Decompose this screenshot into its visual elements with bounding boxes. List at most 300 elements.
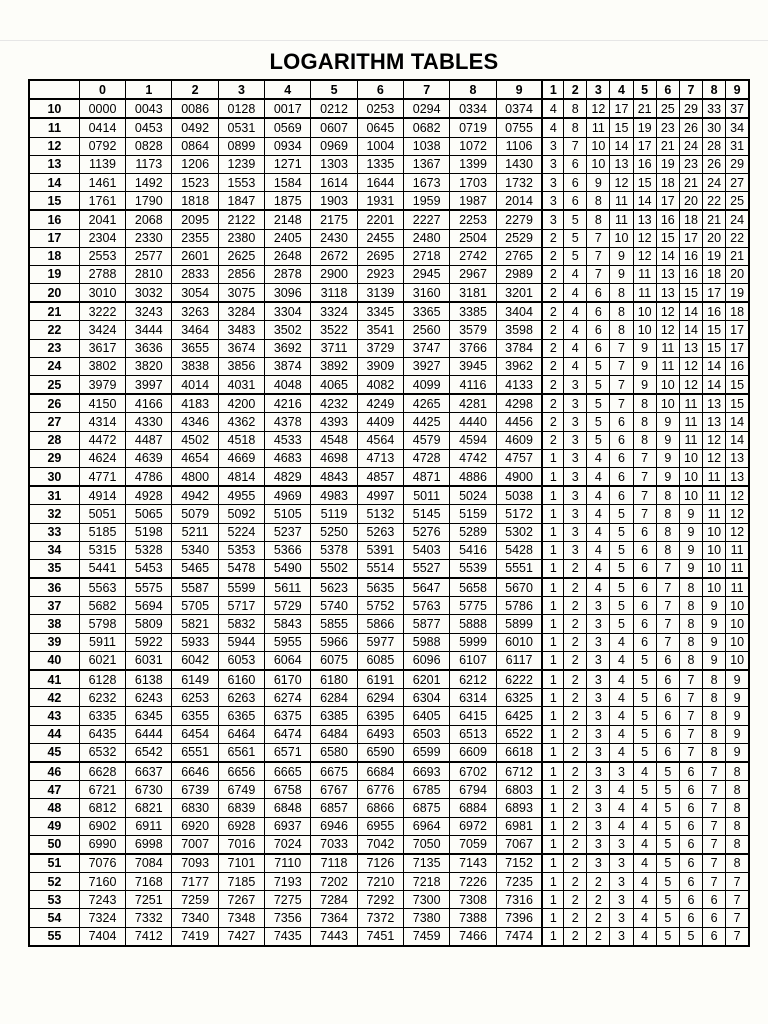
mantissa-cell: 6803 xyxy=(496,781,542,799)
mantissa-cell: 5999 xyxy=(450,633,496,651)
mantissa-cell: 6839 xyxy=(218,799,264,817)
mean-difference-cell: 7 xyxy=(679,725,702,743)
mean-difference-cell: 14 xyxy=(703,376,726,395)
mantissa-cell: 5877 xyxy=(404,615,450,633)
mantissa-cell: 2742 xyxy=(450,247,496,265)
mantissa-cell: 0414 xyxy=(79,118,125,137)
mantissa-cell: 7185 xyxy=(218,873,264,891)
mean-difference-cell: 8 xyxy=(587,192,610,211)
mantissa-cell: 5038 xyxy=(496,486,542,505)
mean-difference-cell: 2 xyxy=(564,743,587,762)
mean-difference-cell: 6 xyxy=(656,725,679,743)
mantissa-cell: 5428 xyxy=(496,541,542,559)
mantissa-cell: 6435 xyxy=(79,725,125,743)
mean-difference-cell: 6 xyxy=(610,486,633,505)
mean-difference-cell: 17 xyxy=(726,339,749,357)
mantissa-cell: 7135 xyxy=(404,854,450,873)
mean-difference-cell: 26 xyxy=(679,118,702,137)
mantissa-cell: 2923 xyxy=(357,265,403,283)
mantissa-cell: 7364 xyxy=(311,909,357,927)
mantissa-cell: 3464 xyxy=(172,321,218,339)
mantissa-cell: 1553 xyxy=(218,173,264,191)
mantissa-cell: 7042 xyxy=(357,835,403,854)
mean-difference-cell: 11 xyxy=(703,467,726,486)
mantissa-cell: 6415 xyxy=(450,707,496,725)
mean-difference-cell: 3 xyxy=(587,817,610,835)
column-header: 2 xyxy=(172,80,218,99)
mean-difference-cell: 1 xyxy=(542,449,563,467)
mean-difference-cell: 8 xyxy=(633,431,656,449)
mean-difference-cell: 3 xyxy=(587,725,610,743)
row-number-cell: 53 xyxy=(29,891,79,909)
mean-difference-cell: 21 xyxy=(656,137,679,155)
mantissa-cell: 6721 xyxy=(79,781,125,799)
mantissa-cell: 4871 xyxy=(404,467,450,486)
mean-difference-cell: 17 xyxy=(703,284,726,303)
row-number-cell: 46 xyxy=(29,762,79,781)
mean-difference-cell: 23 xyxy=(656,118,679,137)
mean-difference-cell: 10 xyxy=(726,597,749,615)
mean-difference-cell: 3 xyxy=(564,413,587,431)
row-number-cell: 35 xyxy=(29,559,79,578)
mantissa-cell: 7226 xyxy=(450,873,496,891)
mantissa-cell: 0334 xyxy=(450,99,496,118)
mantissa-cell: 4914 xyxy=(79,486,125,505)
mean-difference-cell: 8 xyxy=(610,321,633,339)
mean-difference-header: 8 xyxy=(703,80,726,99)
mean-difference-cell: 4 xyxy=(564,302,587,321)
mantissa-cell: 6656 xyxy=(218,762,264,781)
mantissa-cell: 4857 xyxy=(357,467,403,486)
mantissa-cell: 7160 xyxy=(79,873,125,891)
row-number-cell: 55 xyxy=(29,927,79,946)
mantissa-cell: 5911 xyxy=(79,633,125,651)
mantissa-cell: 5888 xyxy=(450,615,496,633)
mean-difference-cell: 8 xyxy=(726,781,749,799)
mean-difference-cell: 6 xyxy=(679,781,702,799)
table-row xyxy=(29,210,749,229)
mean-difference-cell: 17 xyxy=(656,192,679,211)
mantissa-cell: 5065 xyxy=(126,505,172,523)
mean-difference-cell: 7 xyxy=(703,762,726,781)
mean-difference-cell: 17 xyxy=(610,99,633,118)
mean-difference-cell: 8 xyxy=(726,835,749,854)
mean-difference-cell: 10 xyxy=(656,376,679,395)
mantissa-cell: 4800 xyxy=(172,467,218,486)
mean-difference-cell: 7 xyxy=(703,854,726,873)
mean-difference-cell: 1 xyxy=(542,743,563,762)
mantissa-cell: 3598 xyxy=(496,321,542,339)
mantissa-cell: 3617 xyxy=(79,339,125,357)
mean-difference-cell: 12 xyxy=(703,449,726,467)
table-row xyxy=(29,541,749,559)
mean-difference-cell: 22 xyxy=(726,229,749,247)
mantissa-cell: 5263 xyxy=(357,523,403,541)
mantissa-cell: 4548 xyxy=(311,431,357,449)
mean-difference-cell: 34 xyxy=(726,118,749,137)
mantissa-cell: 3892 xyxy=(311,357,357,375)
mantissa-cell: 4099 xyxy=(404,376,450,395)
mean-difference-cell: 2 xyxy=(542,357,563,375)
table-row xyxy=(29,523,749,541)
mean-difference-cell: 8 xyxy=(726,762,749,781)
mantissa-cell: 5051 xyxy=(79,505,125,523)
mantissa-cell: 6010 xyxy=(496,633,542,651)
mean-difference-cell: 16 xyxy=(633,155,656,173)
mean-difference-cell: 21 xyxy=(703,210,726,229)
mantissa-cell: 3243 xyxy=(126,302,172,321)
row-number-cell: 44 xyxy=(29,725,79,743)
mean-difference-cell: 6 xyxy=(656,689,679,707)
mean-difference-cell: 6 xyxy=(587,339,610,357)
mean-difference-cell: 3 xyxy=(587,835,610,854)
mean-difference-cell: 4 xyxy=(542,118,563,137)
mantissa-cell: 5843 xyxy=(265,615,311,633)
mantissa-cell: 7193 xyxy=(265,873,311,891)
mantissa-cell: 2380 xyxy=(218,229,264,247)
mantissa-cell: 6998 xyxy=(126,835,172,854)
mantissa-cell: 6812 xyxy=(79,799,125,817)
mantissa-cell: 2878 xyxy=(265,265,311,283)
mantissa-cell: 5866 xyxy=(357,615,403,633)
mantissa-cell: 1492 xyxy=(126,173,172,191)
mean-difference-cell: 5 xyxy=(656,873,679,891)
mean-difference-cell: 6 xyxy=(587,284,610,303)
mean-difference-cell: 13 xyxy=(610,155,633,173)
mean-difference-cell: 28 xyxy=(703,137,726,155)
mean-difference-cell: 4 xyxy=(633,762,656,781)
mantissa-cell: 6042 xyxy=(172,651,218,670)
table-row xyxy=(29,431,749,449)
mean-difference-cell: 6 xyxy=(633,541,656,559)
mantissa-cell: 5478 xyxy=(218,559,264,578)
mantissa-cell: 5786 xyxy=(496,597,542,615)
row-number-cell: 10 xyxy=(29,99,79,118)
mean-difference-cell: 12 xyxy=(679,357,702,375)
mantissa-cell: 6345 xyxy=(126,707,172,725)
table-row xyxy=(29,670,749,689)
mean-difference-cell: 11 xyxy=(633,265,656,283)
mean-difference-cell: 22 xyxy=(703,192,726,211)
mean-difference-cell: 6 xyxy=(633,523,656,541)
mean-difference-cell: 2 xyxy=(542,321,563,339)
mean-difference-cell: 9 xyxy=(656,413,679,431)
mean-difference-cell: 3 xyxy=(564,376,587,395)
mantissa-cell: 1875 xyxy=(265,192,311,211)
mantissa-cell: 0492 xyxy=(172,118,218,137)
mantissa-cell: 3222 xyxy=(79,302,125,321)
mantissa-cell: 6937 xyxy=(265,817,311,835)
mantissa-cell: 5944 xyxy=(218,633,264,651)
mean-difference-cell: 8 xyxy=(703,670,726,689)
mantissa-cell: 7084 xyxy=(126,854,172,873)
mean-difference-cell: 14 xyxy=(679,302,702,321)
mantissa-cell: 5798 xyxy=(79,615,125,633)
mean-difference-cell: 6 xyxy=(633,559,656,578)
mean-difference-cell: 13 xyxy=(703,394,726,413)
mean-difference-cell: 3 xyxy=(587,597,610,615)
mean-difference-cell: 4 xyxy=(633,854,656,873)
mean-difference-cell: 1 xyxy=(542,670,563,689)
mantissa-cell: 7372 xyxy=(357,909,403,927)
row-number-cell: 54 xyxy=(29,909,79,927)
mantissa-cell: 3674 xyxy=(218,339,264,357)
mantissa-cell: 6201 xyxy=(404,670,450,689)
mantissa-cell: 2553 xyxy=(79,247,125,265)
mean-difference-cell: 5 xyxy=(587,394,610,413)
mantissa-cell: 5694 xyxy=(126,597,172,615)
mean-difference-cell: 5 xyxy=(656,835,679,854)
mantissa-cell: 1173 xyxy=(126,155,172,173)
mantissa-cell: 6031 xyxy=(126,651,172,670)
mean-difference-cell: 18 xyxy=(703,265,726,283)
mantissa-cell: 4942 xyxy=(172,486,218,505)
mean-difference-cell: 4 xyxy=(587,486,610,505)
mantissa-cell: 6730 xyxy=(126,781,172,799)
mantissa-cell: 0969 xyxy=(311,137,357,155)
mantissa-cell: 4594 xyxy=(450,431,496,449)
table-row xyxy=(29,578,749,597)
mean-difference-cell: 13 xyxy=(656,284,679,303)
mantissa-cell: 1038 xyxy=(404,137,450,155)
mantissa-cell: 3385 xyxy=(450,302,496,321)
mantissa-cell: 0899 xyxy=(218,137,264,155)
mean-difference-header: 3 xyxy=(587,80,610,99)
mantissa-cell: 2279 xyxy=(496,210,542,229)
mean-difference-cell: 4 xyxy=(564,357,587,375)
mantissa-cell: 3424 xyxy=(79,321,125,339)
mean-difference-cell: 3 xyxy=(564,449,587,467)
mean-difference-cell: 1 xyxy=(542,578,563,597)
mantissa-cell: 7419 xyxy=(172,927,218,946)
mean-difference-cell: 8 xyxy=(703,689,726,707)
mantissa-cell: 3345 xyxy=(357,302,403,321)
mantissa-cell: 6561 xyxy=(218,743,264,762)
row-number-cell: 27 xyxy=(29,413,79,431)
mantissa-cell: 7126 xyxy=(357,854,403,873)
mantissa-cell: 3263 xyxy=(172,302,218,321)
mantissa-cell: 5092 xyxy=(218,505,264,523)
mean-difference-cell: 10 xyxy=(633,321,656,339)
mantissa-cell: 5575 xyxy=(126,578,172,597)
mean-difference-cell: 8 xyxy=(633,394,656,413)
mantissa-cell: 4843 xyxy=(311,467,357,486)
mean-difference-cell: 15 xyxy=(726,394,749,413)
mantissa-cell: 7340 xyxy=(172,909,218,927)
mean-difference-cell: 26 xyxy=(703,155,726,173)
mean-difference-cell: 10 xyxy=(703,523,726,541)
mean-difference-cell: 3 xyxy=(610,891,633,909)
row-number-cell: 38 xyxy=(29,615,79,633)
mantissa-cell: 7177 xyxy=(172,873,218,891)
mean-difference-cell: 2 xyxy=(564,927,587,946)
mean-difference-cell: 20 xyxy=(679,192,702,211)
mantissa-cell: 5105 xyxy=(265,505,311,523)
mean-difference-cell: 5 xyxy=(564,247,587,265)
mantissa-cell: 7316 xyxy=(496,891,542,909)
mean-difference-cell: 19 xyxy=(656,155,679,173)
mantissa-cell: 2718 xyxy=(404,247,450,265)
mean-difference-cell: 2 xyxy=(564,781,587,799)
mean-difference-cell: 3 xyxy=(587,670,610,689)
mantissa-cell: 6776 xyxy=(357,781,403,799)
mantissa-cell: 6785 xyxy=(404,781,450,799)
table-header xyxy=(29,80,749,99)
mantissa-cell: 7093 xyxy=(172,854,218,873)
mean-difference-cell: 1 xyxy=(542,927,563,946)
mean-difference-cell: 3 xyxy=(587,743,610,762)
row-number-cell: 33 xyxy=(29,523,79,541)
row-number-cell: 36 xyxy=(29,578,79,597)
mantissa-cell: 6375 xyxy=(265,707,311,725)
mean-difference-cell: 1 xyxy=(542,597,563,615)
mean-difference-cell: 2 xyxy=(542,431,563,449)
mean-difference-cell: 24 xyxy=(703,173,726,191)
mantissa-cell: 6294 xyxy=(357,689,403,707)
mantissa-cell: 5977 xyxy=(357,633,403,651)
mantissa-cell: 0128 xyxy=(218,99,264,118)
mantissa-cell: 1367 xyxy=(404,155,450,173)
mean-difference-cell: 10 xyxy=(679,449,702,467)
mean-difference-cell: 16 xyxy=(679,247,702,265)
mean-difference-cell: 7 xyxy=(679,689,702,707)
mean-difference-cell: 2 xyxy=(564,559,587,578)
mantissa-cell: 4150 xyxy=(79,394,125,413)
table-row xyxy=(29,265,749,283)
table-row xyxy=(29,467,749,486)
mean-difference-cell: 3 xyxy=(587,762,610,781)
mean-difference-cell: 31 xyxy=(726,137,749,155)
mean-difference-cell: 15 xyxy=(703,339,726,357)
mantissa-cell: 5502 xyxy=(311,559,357,578)
mean-difference-cell: 5 xyxy=(610,505,633,523)
row-number-cell: 23 xyxy=(29,339,79,357)
table-row xyxy=(29,927,749,946)
mantissa-cell: 4786 xyxy=(126,467,172,486)
mean-difference-cell: 6 xyxy=(587,321,610,339)
mantissa-cell: 4757 xyxy=(496,449,542,467)
mean-difference-cell: 7 xyxy=(726,891,749,909)
mean-difference-cell: 9 xyxy=(610,265,633,283)
mean-difference-cell: 13 xyxy=(726,449,749,467)
mantissa-cell: 5172 xyxy=(496,505,542,523)
mean-difference-cell: 11 xyxy=(656,357,679,375)
mean-difference-cell: 1 xyxy=(542,891,563,909)
mantissa-cell: 4393 xyxy=(311,413,357,431)
mean-difference-cell: 8 xyxy=(564,118,587,137)
mean-difference-cell: 2 xyxy=(564,597,587,615)
mean-difference-cell: 7 xyxy=(703,799,726,817)
mean-difference-cell: 6 xyxy=(703,909,726,927)
mean-difference-cell: 8 xyxy=(726,817,749,835)
mantissa-cell: 1614 xyxy=(311,173,357,191)
mantissa-cell: 7067 xyxy=(496,835,542,854)
mean-difference-cell: 16 xyxy=(679,265,702,283)
mean-difference-cell: 24 xyxy=(726,210,749,229)
mantissa-cell: 6274 xyxy=(265,689,311,707)
mantissa-cell: 4031 xyxy=(218,376,264,395)
mantissa-cell: 5403 xyxy=(404,541,450,559)
mantissa-cell: 4065 xyxy=(311,376,357,395)
mean-difference-cell: 19 xyxy=(633,118,656,137)
mantissa-cell: 7466 xyxy=(450,927,496,946)
mantissa-cell: 4814 xyxy=(218,467,264,486)
row-number-cell: 18 xyxy=(29,247,79,265)
mean-difference-cell: 4 xyxy=(633,927,656,946)
mean-difference-cell: 14 xyxy=(726,431,749,449)
mean-difference-cell: 2 xyxy=(564,670,587,689)
mantissa-cell: 0212 xyxy=(311,99,357,118)
mean-difference-cell: 2 xyxy=(587,873,610,891)
mean-difference-cell: 6 xyxy=(633,633,656,651)
mantissa-cell: 1584 xyxy=(265,173,311,191)
table-row xyxy=(29,137,749,155)
mean-difference-cell: 5 xyxy=(564,229,587,247)
mean-difference-cell: 6 xyxy=(633,578,656,597)
row-number-cell: 42 xyxy=(29,689,79,707)
mantissa-cell: 6609 xyxy=(450,743,496,762)
mantissa-cell: 3160 xyxy=(404,284,450,303)
mantissa-cell: 5563 xyxy=(79,578,125,597)
mean-difference-cell: 8 xyxy=(656,486,679,505)
mantissa-cell: 6284 xyxy=(311,689,357,707)
mantissa-cell: 5024 xyxy=(450,486,496,505)
mantissa-cell: 4564 xyxy=(357,431,403,449)
mean-difference-cell: 2 xyxy=(564,762,587,781)
mantissa-cell: 7443 xyxy=(311,927,357,946)
mean-difference-cell: 5 xyxy=(587,431,610,449)
mantissa-cell: 6053 xyxy=(218,651,264,670)
mean-difference-cell: 13 xyxy=(633,210,656,229)
table-row xyxy=(29,376,749,395)
mantissa-cell: 7451 xyxy=(357,927,403,946)
mantissa-cell: 5587 xyxy=(172,578,218,597)
mantissa-cell: 2201 xyxy=(357,210,403,229)
mantissa-cell: 5752 xyxy=(357,597,403,615)
mantissa-cell: 4425 xyxy=(404,413,450,431)
mantissa-cell: 6253 xyxy=(172,689,218,707)
column-header: 7 xyxy=(404,80,450,99)
mean-difference-cell: 9 xyxy=(679,559,702,578)
mantissa-cell: 6160 xyxy=(218,670,264,689)
mean-difference-cell: 8 xyxy=(703,707,726,725)
row-number-cell: 30 xyxy=(29,467,79,486)
mantissa-cell: 1931 xyxy=(357,192,403,211)
mantissa-cell: 6149 xyxy=(172,670,218,689)
row-number-cell: 52 xyxy=(29,873,79,891)
mean-difference-cell: 7 xyxy=(726,927,749,946)
mean-difference-cell: 9 xyxy=(587,173,610,191)
mean-difference-cell: 1 xyxy=(542,523,563,541)
mean-difference-cell: 7 xyxy=(564,137,587,155)
mean-difference-cell: 3 xyxy=(610,854,633,873)
mantissa-cell: 4669 xyxy=(218,449,264,467)
mantissa-cell: 5647 xyxy=(404,578,450,597)
mantissa-cell: 6955 xyxy=(357,817,403,835)
mean-difference-cell: 11 xyxy=(679,394,702,413)
mean-difference-cell: 6 xyxy=(610,431,633,449)
mean-difference-cell: 1 xyxy=(542,799,563,817)
mean-difference-cell: 15 xyxy=(633,173,656,191)
mantissa-cell: 4969 xyxy=(265,486,311,505)
mean-difference-cell: 5 xyxy=(656,909,679,927)
row-number-cell: 49 xyxy=(29,817,79,835)
mantissa-cell: 1072 xyxy=(450,137,496,155)
mantissa-cell: 1847 xyxy=(218,192,264,211)
mean-difference-cell: 4 xyxy=(564,339,587,357)
mean-difference-cell: 6 xyxy=(564,155,587,173)
row-number-cell: 43 xyxy=(29,707,79,725)
